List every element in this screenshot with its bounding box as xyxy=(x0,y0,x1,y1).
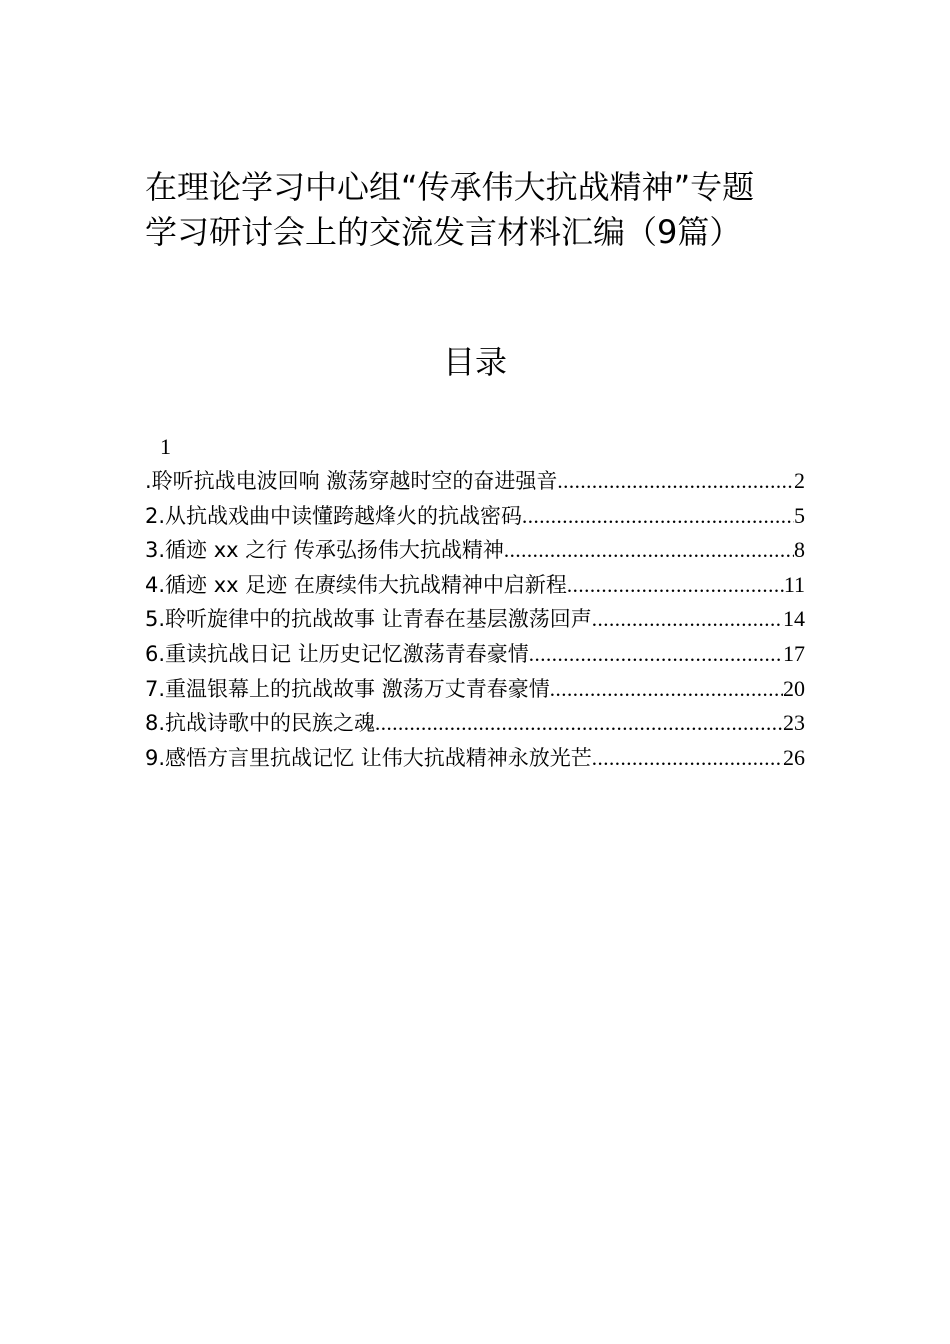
toc-dot-leader xyxy=(550,672,783,707)
table-of-contents xyxy=(145,430,805,775)
toc-entry-page-number: 20 xyxy=(783,675,805,701)
toc-dot-leader xyxy=(375,706,783,741)
document-title-line-2: 学习研讨会上的交流发言材料汇编（9篇） xyxy=(145,213,742,251)
toc-list-marker: 1 xyxy=(160,434,171,459)
toc-entry-title: 6.重读抗战日记 让历史记忆激荡青春豪情 xyxy=(145,641,529,666)
toc-dot-leader xyxy=(567,568,784,603)
toc-dot-leader xyxy=(557,464,794,499)
toc-entry-title: 3.循迹 xx 之行 传承弘扬伟大抗战精神 xyxy=(145,538,504,563)
document-title-line-1: 在理论学习中心组“传承伟大抗战精神”专题 xyxy=(145,168,755,206)
toc-entry-page-number: 5 xyxy=(794,502,805,528)
toc-entry-9[interactable] xyxy=(145,741,805,776)
toc-entry-page-number: 26 xyxy=(783,744,805,770)
toc-entry-title: 7.重温银幕上的抗战故事 激荡万丈青春豪情 xyxy=(145,676,550,701)
toc-entry-page-number: 23 xyxy=(783,710,805,736)
toc-entry-page-number: 14 xyxy=(783,606,805,632)
toc-dot-leader xyxy=(592,741,783,776)
toc-entry-page-number: 11 xyxy=(783,571,805,597)
toc-entry-1[interactable] xyxy=(145,464,805,499)
toc-entry-page-number: 17 xyxy=(783,640,805,666)
toc-entry-4[interactable] xyxy=(145,568,805,603)
toc-entry-8[interactable] xyxy=(145,706,805,741)
toc-entry-title: 8.抗战诗歌中的民族之魂 xyxy=(145,711,376,736)
toc-entry-title: 2.从抗战戏曲中读懂跨越烽火的抗战密码 xyxy=(145,503,523,528)
toc-entry-title: 9.感悟方言里抗战记忆 让伟大抗战精神永放光芒 xyxy=(145,745,592,770)
toc-entry-title: 4.循迹 xx 足迹 在赓续伟大抗战精神中启新程 xyxy=(145,572,567,597)
toc-entry-7[interactable] xyxy=(145,672,805,707)
toc-entry-title: .聆听抗战电波回响 激荡穿越时空的奋进强音 xyxy=(145,469,558,493)
toc-entry-page-number: 8 xyxy=(794,537,805,563)
toc-entry-5[interactable] xyxy=(145,602,805,637)
toc-heading: 目录 xyxy=(442,343,507,381)
toc-dot-leader xyxy=(522,499,794,534)
toc-entry-2[interactable] xyxy=(145,499,805,534)
toc-dot-leader xyxy=(504,533,794,568)
toc-dot-leader xyxy=(529,637,783,672)
toc-entry-title: 5.聆听旋律中的抗战故事 让青春在基层激荡回声 xyxy=(145,607,592,632)
toc-entry-3[interactable] xyxy=(145,533,805,568)
toc-entry-page-number: 2 xyxy=(794,468,805,493)
toc-entry-6[interactable] xyxy=(145,637,805,672)
toc-dot-leader xyxy=(592,602,783,637)
